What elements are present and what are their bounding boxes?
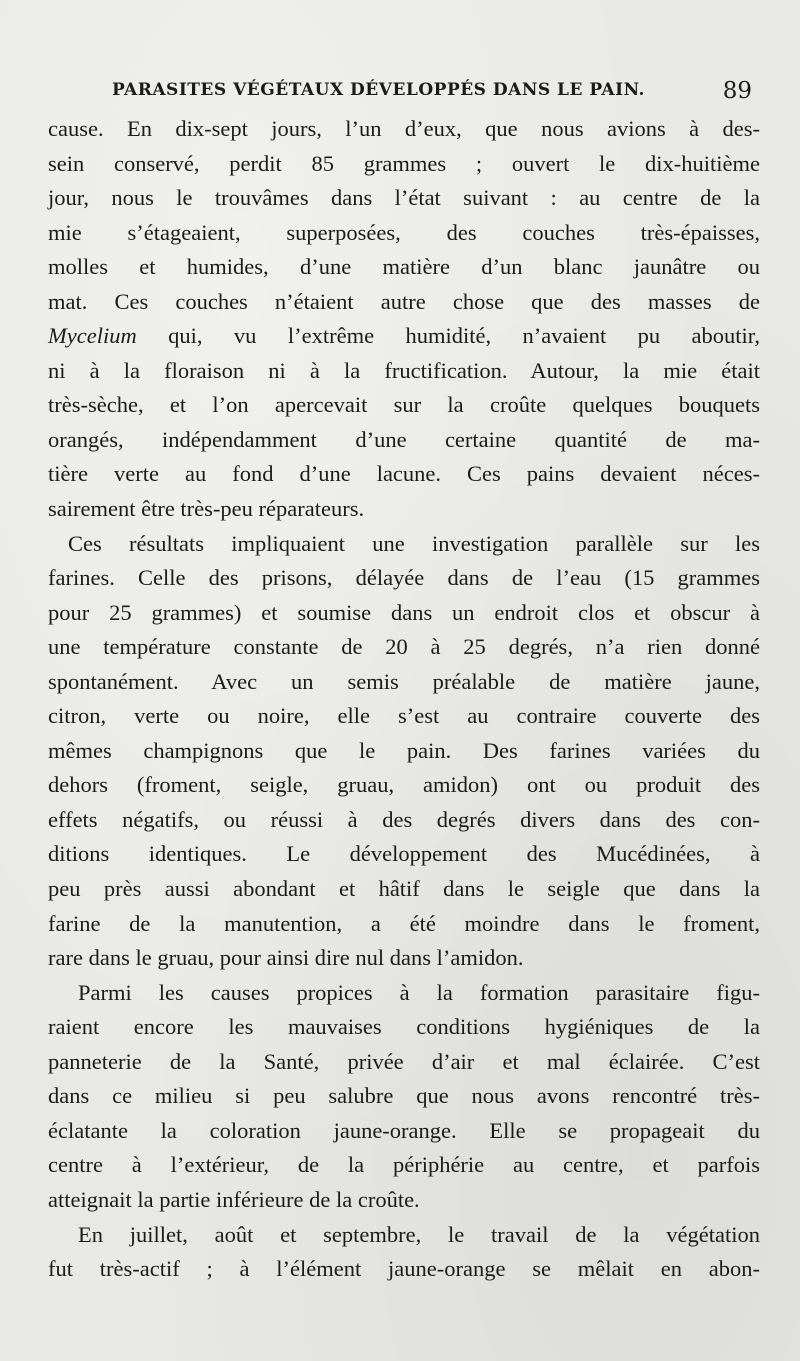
text-line: En juillet, août et septembre, le travail de la végétation [78, 1221, 760, 1247]
text-line: effets négatifs, ou réussi à des degrés divers dans des con- [48, 806, 760, 832]
text-line: cause. En dix-sept jours, l’un d’eux, que nous avions à des- [48, 116, 760, 141]
text-line: sein conservé, perdit 85 grammes ; ouvert le dix-huitième [48, 150, 760, 176]
text-line: très-sèche, et l’on apercevait sur la croûte quelques bouquets [48, 392, 760, 418]
italic-term: Mycelium [48, 323, 137, 349]
text-line: fut très-actif ; à l’élément jaune-orange se mêlait en abon- [48, 1256, 760, 1282]
text-line: citron, verte ou noire, elle s’est au contraire couverte des [48, 703, 760, 729]
text-line: peu près aussi abondant et hâtif dans le seigle que dans la [48, 876, 760, 902]
text-line: dans ce milieu si peu salubre que nous avons rencontré très- [48, 1083, 760, 1109]
running-head: PARASITES VÉGÉTAUX DÉVELOPPÉS DANS LE PAIN. [112, 80, 645, 100]
text-line: raient encore les mauvaises conditions hygiéniques de la [48, 1014, 760, 1040]
text-line-rest: qui, vu l’extrême humidité, n’avaient pu aboutir, [168, 323, 760, 349]
page-header [112, 78, 752, 108]
body-text [48, 112, 760, 1287]
text-line: Ces résultats impliquaient une investigation parallèle sur les [68, 530, 760, 556]
page-number: 89 [722, 78, 752, 104]
text-line: pour 25 grammes) et soumise dans un endroit clos et obscur à [48, 599, 760, 625]
text-line: orangés, indépendamment d’une certaine quantité de ma- [48, 426, 760, 452]
text-line: molles et humides, d’une matière d’un blanc jaunâtre ou [48, 254, 760, 280]
text-line: panneterie de la Santé, privée d’air et mal éclairée. C’est [48, 1048, 760, 1074]
text-line: éclatante la coloration jaune-orange. Elle se propageait du [48, 1117, 760, 1143]
text-line: rare dans le gruau, pour ainsi dire nul dans l’amidon. [48, 945, 524, 971]
text-line: mie s’étageaient, superposées, des couches très-épaisses, [48, 219, 760, 245]
text-line: farine de la manutention, a été moindre dans le froment, [48, 910, 760, 936]
text-line: ni à la floraison ni à la fructification. Autour, la mie était [48, 357, 760, 383]
text-line: tière verte au fond d’une lacune. Ces pains devaient néces- [48, 461, 760, 487]
text-line: dehors (froment, seigle, gruau, amidon) ont ou produit des [48, 772, 760, 798]
text-line: atteignait la partie inférieure de la croûte. [48, 1186, 420, 1212]
text-line: centre à l’extérieur, de la périphérie au centre, et parfois [48, 1152, 760, 1178]
text-line: jour, nous le trouvâmes dans l’état suivant : au centre de la [48, 185, 760, 211]
text-line [48, 319, 760, 354]
text-line: spontanément. Avec un semis préalable de matière jaune, [48, 668, 760, 694]
text-line: mêmes champignons que le pain. Des farines variées du [48, 737, 760, 763]
text-line: farines. Celle des prisons, délayée dans de l’eau (15 grammes [48, 565, 760, 591]
text-line: sairement être très-peu réparateurs. [48, 496, 365, 522]
text-line: Parmi les causes propices à la formation parasitaire figu- [78, 979, 760, 1005]
text-line: ditions identiques. Le développement des Mucédinées, à [48, 841, 760, 867]
text-line: une température constante de 20 à 25 degrés, n’a rien donné [48, 634, 760, 660]
text-line: mat. Ces couches n’étaient autre chose que des masses de [48, 288, 760, 314]
